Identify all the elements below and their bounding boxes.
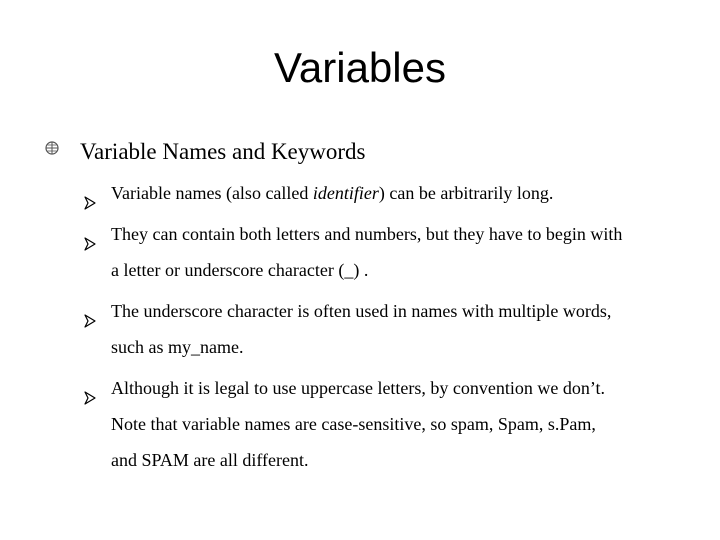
- bullet-segment: Variable names (also called: [111, 183, 313, 203]
- decorative-bullet-icon: [44, 140, 60, 156]
- bullet-line: Note that variable names are case-sensitive, so spam, Spam, s.Pam,: [111, 414, 596, 434]
- bullet-text: [111, 175, 704, 211]
- arrowhead-bullet-icon: [84, 227, 96, 241]
- bullet-emphasis: identifier: [312, 183, 379, 203]
- bullet-item: [84, 293, 704, 365]
- arrowhead-bullet-icon: [84, 381, 96, 395]
- arrowhead-bullet-icon: [84, 304, 96, 318]
- section-heading: [44, 136, 704, 168]
- bullet-line: a letter or underscore character (_) .: [111, 260, 369, 280]
- bullet-line: They can contain both letters and numbers, but they have to begin with: [111, 224, 623, 244]
- bullet-line: [111, 175, 704, 211]
- bullet-text: [111, 370, 704, 478]
- bullet-item: [84, 175, 704, 211]
- bullet-line: The underscore character is often used in names with multiple words,: [111, 301, 612, 321]
- bullet-item: [84, 216, 704, 288]
- bullet-line: such as my_name.: [111, 337, 244, 357]
- arrowhead-bullet-icon: [84, 186, 96, 200]
- bullet-line: Although it is legal to use uppercase letters, by convention we don’t.: [111, 378, 606, 398]
- bullet-text: [111, 216, 704, 288]
- bullet-segment: ) can be arbitrarily long.: [378, 183, 554, 203]
- bullet-text: [111, 293, 704, 365]
- bullet-line: and SPAM are all different.: [111, 450, 309, 470]
- section-heading-text: Variable Names and Keywords: [80, 139, 366, 164]
- slide-title: Variables: [274, 44, 446, 91]
- bullet-item: [84, 370, 704, 478]
